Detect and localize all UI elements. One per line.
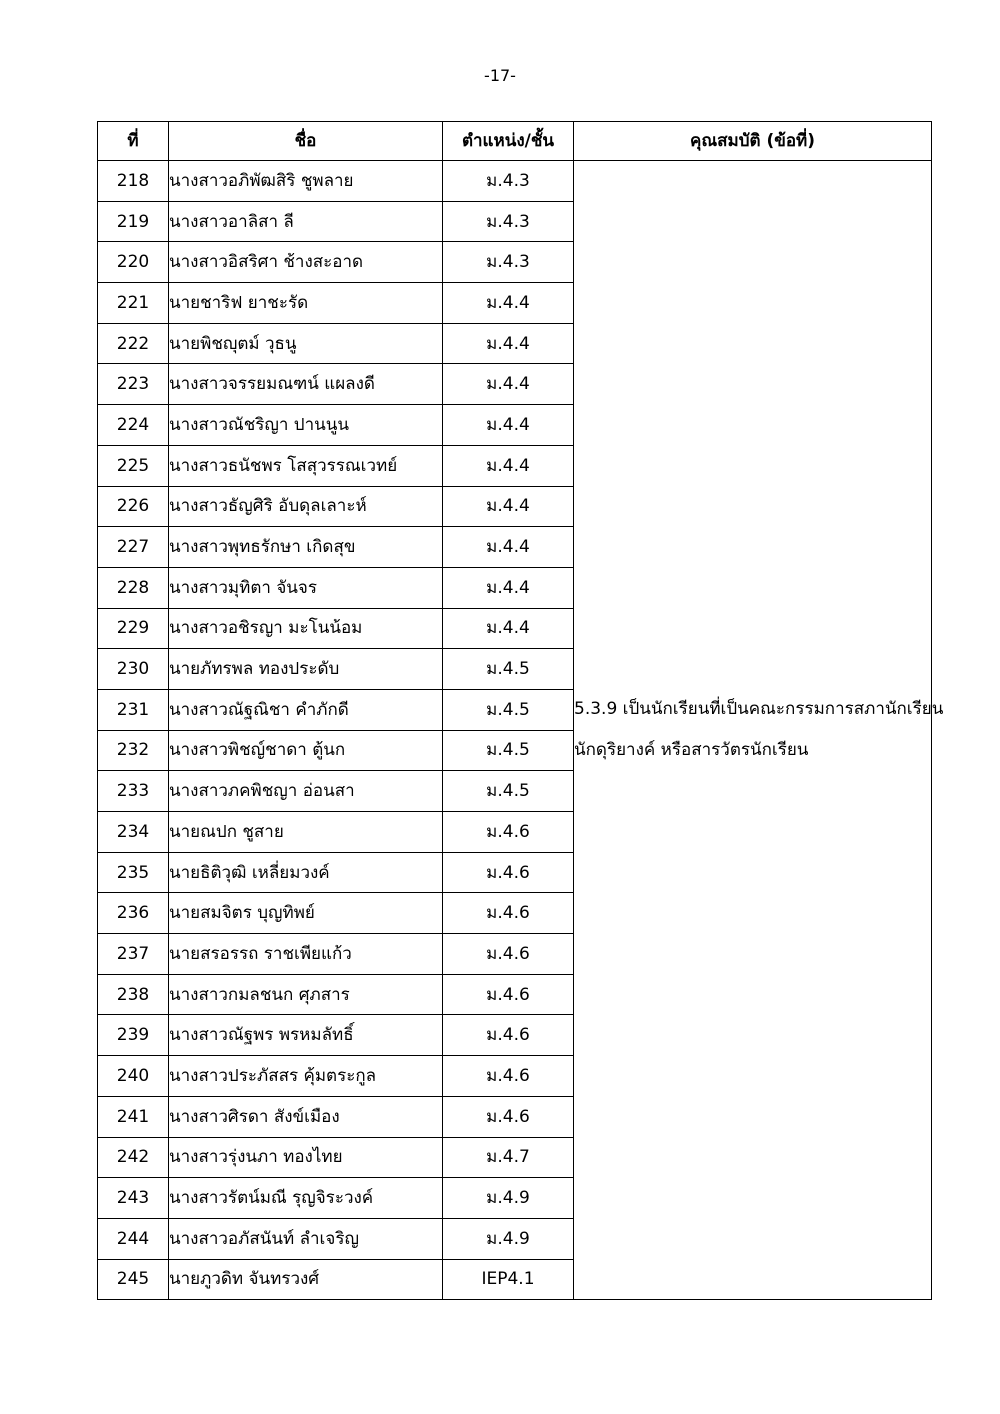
student-class: ม.4.9 bbox=[443, 1178, 574, 1219]
student-class: ม.4.4 bbox=[443, 445, 574, 486]
student-name: นางสาวอภิพัฒสิริ ชูพลาย bbox=[169, 161, 443, 202]
row-number: 222 bbox=[98, 323, 169, 364]
student-class: ม.4.4 bbox=[443, 405, 574, 446]
row-number: 221 bbox=[98, 283, 169, 324]
student-name: นางสาวพิชญ์ชาดา ตู้นก bbox=[169, 730, 443, 771]
student-class: ม.4.4 bbox=[443, 486, 574, 527]
row-number: 240 bbox=[98, 1056, 169, 1097]
row-number: 223 bbox=[98, 364, 169, 405]
row-number: 238 bbox=[98, 974, 169, 1015]
qualification-text-line: 5.3.9 เป็นนักเรียนที่เป็นคณะกรรมการสภานักเรียน bbox=[574, 699, 944, 720]
row-number: 237 bbox=[98, 934, 169, 975]
student-name: นางสาวกมลชนก ศุภสาร bbox=[169, 974, 443, 1015]
table-row bbox=[98, 161, 932, 202]
student-class: ม.4.6 bbox=[443, 974, 574, 1015]
row-number: 242 bbox=[98, 1137, 169, 1178]
student-class: ม.4.3 bbox=[443, 201, 574, 242]
student-name: นางสาวอาลิสา ลี bbox=[169, 201, 443, 242]
student-name: นางสาวศิรดา สังข์เมือง bbox=[169, 1096, 443, 1137]
student-class: ม.4.3 bbox=[443, 242, 574, 283]
student-class: ม.4.4 bbox=[443, 364, 574, 405]
student-name: นางสาวอภัสนันท์ ลำเจริญ bbox=[169, 1218, 443, 1259]
student-name: นายธิติวุฒิ เหลี่ยมวงค์ bbox=[169, 852, 443, 893]
header-name: ชื่อ bbox=[169, 122, 443, 161]
student-class: ม.4.6 bbox=[443, 1096, 574, 1137]
student-class: ม.4.5 bbox=[443, 689, 574, 730]
student-name: นางสาวณัชริญา ปานนูน bbox=[169, 405, 443, 446]
student-class: IEP4.1 bbox=[443, 1259, 574, 1300]
header-class: ตำแหน่ง/ชั้น bbox=[443, 122, 574, 161]
row-number: 235 bbox=[98, 852, 169, 893]
row-number: 233 bbox=[98, 771, 169, 812]
student-class: ม.4.5 bbox=[443, 730, 574, 771]
row-number: 220 bbox=[98, 242, 169, 283]
student-name: นางสาวจรรยมณฑน์ แผลงดี bbox=[169, 364, 443, 405]
student-class: ม.4.4 bbox=[443, 283, 574, 324]
row-number: 230 bbox=[98, 649, 169, 690]
student-class: ม.4.4 bbox=[443, 323, 574, 364]
student-name: นางสาวรัตน์มณี รุญจิระวงค์ bbox=[169, 1178, 443, 1219]
student-class: ม.4.4 bbox=[443, 567, 574, 608]
row-number: 219 bbox=[98, 201, 169, 242]
student-class: ม.4.4 bbox=[443, 527, 574, 568]
student-class: ม.4.5 bbox=[443, 771, 574, 812]
row-number: 227 bbox=[98, 527, 169, 568]
student-class: ม.4.6 bbox=[443, 1056, 574, 1097]
student-name: นายภูวดิท จันทรวงศ์ bbox=[169, 1259, 443, 1300]
row-number: 236 bbox=[98, 893, 169, 934]
table-header-row bbox=[98, 122, 932, 161]
row-number: 245 bbox=[98, 1259, 169, 1300]
student-name: นายภัทรพล ทองประดับ bbox=[169, 649, 443, 690]
student-name: นางสาวธัญศิริ อับดุลเลาะห์ bbox=[169, 486, 443, 527]
student-name: นายพิชญุตม์ วุธนู bbox=[169, 323, 443, 364]
row-number: 231 bbox=[98, 689, 169, 730]
student-class: ม.4.6 bbox=[443, 1015, 574, 1056]
student-name: นายสรอรรถ ราชเพียแก้ว bbox=[169, 934, 443, 975]
row-number: 229 bbox=[98, 608, 169, 649]
header-number: ที่ bbox=[98, 122, 169, 161]
qualification-cell bbox=[574, 161, 944, 1300]
student-name: นางสาวอชิรญา มะโนน้อม bbox=[169, 608, 443, 649]
student-name: นางสาวพุทธรักษา เกิดสุข bbox=[169, 527, 443, 568]
student-name: นายชาริฟ ยาชะรัด bbox=[169, 283, 443, 324]
student-class: ม.4.5 bbox=[443, 649, 574, 690]
student-class: ม.4.9 bbox=[443, 1218, 574, 1259]
student-class: ม.4.6 bbox=[443, 934, 574, 975]
row-number: 225 bbox=[98, 445, 169, 486]
student-name: นายสมจิตร บุญทิพย์ bbox=[169, 893, 443, 934]
row-number: 239 bbox=[98, 1015, 169, 1056]
row-number: 243 bbox=[98, 1178, 169, 1219]
student-name: นางสาวอิสริศา ช้างสะอาด bbox=[169, 242, 443, 283]
student-class: ม.4.7 bbox=[443, 1137, 574, 1178]
row-number: 224 bbox=[98, 405, 169, 446]
row-number: 226 bbox=[98, 486, 169, 527]
qualification-text-line: นักดุริยางค์ หรือสารวัตรนักเรียน bbox=[574, 740, 809, 761]
student-roster-table bbox=[97, 121, 944, 1300]
student-class: ม.4.3 bbox=[443, 161, 574, 202]
student-class: ม.4.6 bbox=[443, 852, 574, 893]
student-name: นางสาวณัฐพร พรหมลัทธิ์ bbox=[169, 1015, 443, 1056]
page-number: -17- bbox=[484, 66, 516, 85]
student-class: ม.4.6 bbox=[443, 893, 574, 934]
student-name: นางสาวธนัชพร โสสุวรรณเวทย์ bbox=[169, 445, 443, 486]
student-name: นางสาวรุ่งนภา ทองไทย bbox=[169, 1137, 443, 1178]
row-number: 234 bbox=[98, 812, 169, 853]
student-class: ม.4.6 bbox=[443, 812, 574, 853]
table-body bbox=[98, 161, 944, 1300]
row-number: 228 bbox=[98, 567, 169, 608]
row-number: 244 bbox=[98, 1218, 169, 1259]
student-name: นายณปก ชูสาย bbox=[169, 812, 443, 853]
student-class: ม.4.4 bbox=[443, 608, 574, 649]
student-name: นางสาวมุทิตา จันจร bbox=[169, 567, 443, 608]
header-qualification: คุณสมบัติ (ข้อที่) bbox=[574, 122, 932, 161]
student-name: นางสาวประภัสสร คุ้มตระกูล bbox=[169, 1056, 443, 1097]
row-number: 232 bbox=[98, 730, 169, 771]
row-number: 241 bbox=[98, 1096, 169, 1137]
student-name: นางสาวภคพิชญา อ่อนสา bbox=[169, 771, 443, 812]
student-name: นางสาวณัฐณิชา คำภักดี bbox=[169, 689, 443, 730]
row-number: 218 bbox=[98, 161, 169, 202]
